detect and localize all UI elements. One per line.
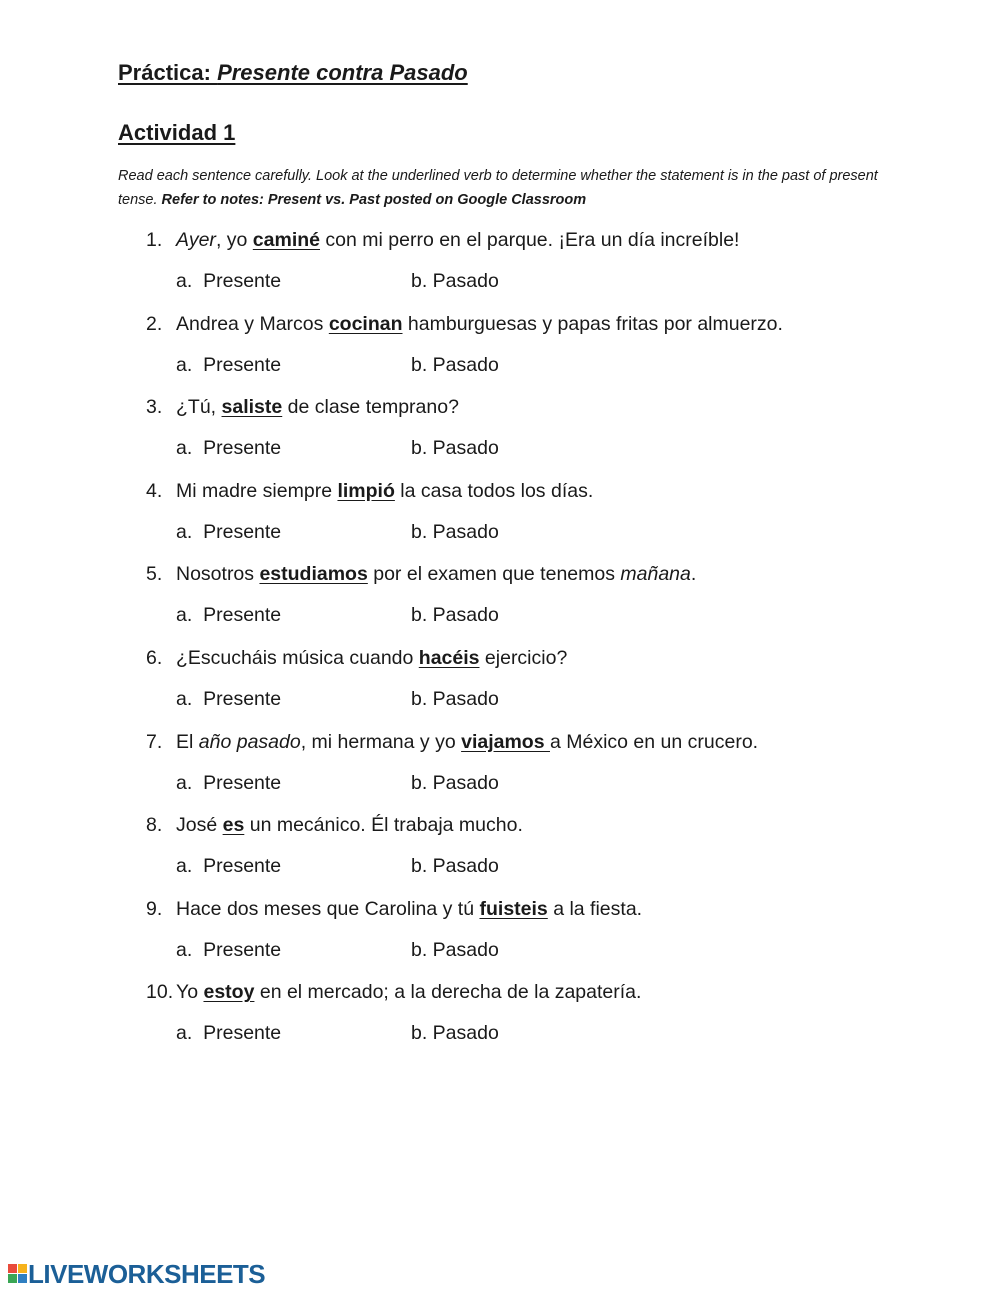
sentence-text: de clase temprano? <box>282 396 459 418</box>
sentence-text: Hace dos meses que Carolina y tú <box>176 898 480 920</box>
sentence-text: ¿Tú, <box>176 396 222 418</box>
question-number: 1. <box>146 229 163 251</box>
liveworksheets-logo <box>8 1258 265 1290</box>
question-number: 6. <box>146 647 163 669</box>
answer-options <box>176 267 499 295</box>
title-italic: Presente contra Pasado <box>217 60 468 85</box>
option-presente[interactable]: a. Presente <box>176 1022 282 1044</box>
italic-text: año pasado <box>198 731 301 753</box>
sentence-text: en el mercado; a la derecha de la zapatería. <box>254 981 642 1003</box>
question-item <box>146 978 641 1006</box>
sentence-text: Andrea y Marcos <box>176 313 329 335</box>
question-item <box>146 728 758 756</box>
underlined-verb: saliste <box>221 396 283 418</box>
answer-options <box>176 1019 499 1047</box>
underlined-verb: hacéis <box>418 647 480 669</box>
underlined-verb: estoy <box>203 981 255 1003</box>
answer-options <box>176 601 499 629</box>
answer-options <box>176 685 499 713</box>
instructions <box>118 164 878 212</box>
sentence-text: con mi perro en el parque. ¡Era un día increíble! <box>320 229 740 251</box>
underlined-verb: es <box>222 814 245 836</box>
sentence-text: por el examen que tenemos <box>367 563 621 585</box>
sentence-text: El <box>176 731 199 753</box>
question-item <box>146 226 739 254</box>
question-number: 2. <box>146 313 163 335</box>
sentence-text: José <box>176 814 223 836</box>
underlined-verb: fuisteis <box>479 898 548 920</box>
option-pasado[interactable]: b. Pasado <box>411 688 499 710</box>
sentence-text: Mi madre siempre <box>176 480 338 502</box>
underlined-verb: caminé <box>252 229 320 251</box>
option-presente[interactable]: a. Presente <box>176 688 282 710</box>
sentence-text: a México en un crucero. <box>549 731 759 753</box>
question-number: 3. <box>146 396 163 418</box>
option-presente[interactable]: a. Presente <box>176 604 282 626</box>
page-title <box>118 60 468 86</box>
answer-options <box>176 769 499 797</box>
answer-options <box>176 434 499 462</box>
sentence-text: a la fiesta. <box>547 898 643 920</box>
title-prefix: Práctica: <box>118 60 218 85</box>
option-presente[interactable]: a. Presente <box>176 437 282 459</box>
question-number: 5. <box>146 563 163 585</box>
question-item <box>146 393 459 421</box>
sentence-text: . <box>690 563 697 585</box>
italic-text: mañana <box>620 563 691 585</box>
activity-title: Actividad 1 <box>118 120 236 145</box>
option-pasado[interactable]: b. Pasado <box>411 354 499 376</box>
sentence-text: la casa todos los días. <box>394 480 594 502</box>
question-item <box>146 560 696 588</box>
sentence-text: ¿Escucháis música cuando <box>176 647 419 669</box>
option-presente[interactable]: a. Presente <box>176 270 282 292</box>
underlined-verb: cocinan <box>328 313 403 335</box>
question-number: 4. <box>146 480 163 502</box>
sentence-text: , mi hermana y yo <box>300 731 462 753</box>
instructions-note: Refer to notes: Present vs. Past posted on Google Classroom <box>161 192 587 208</box>
answer-options <box>176 936 499 964</box>
sentence-text: hamburguesas y papas fritas por almuerzo. <box>402 313 783 335</box>
answer-options <box>176 852 499 880</box>
sentence-text: Nosotros <box>176 563 260 585</box>
question-item <box>146 477 593 505</box>
option-pasado[interactable]: b. Pasado <box>411 270 499 292</box>
sentence-text: Yo <box>176 981 204 1003</box>
option-pasado[interactable]: b. Pasado <box>411 604 499 626</box>
option-pasado[interactable]: b. Pasado <box>411 855 499 877</box>
option-pasado[interactable]: b. Pasado <box>411 437 499 459</box>
question-number: 8. <box>146 814 163 836</box>
question-number: 9. <box>146 898 163 920</box>
option-presente[interactable]: a. Presente <box>176 354 282 376</box>
answer-options <box>176 518 499 546</box>
question-number: 10. <box>146 981 174 1003</box>
option-pasado[interactable]: b. Pasado <box>411 772 499 794</box>
option-pasado[interactable]: b. Pasado <box>411 1022 499 1044</box>
underlined-verb: estudiamos <box>259 563 368 585</box>
underlined-verb: viajamos <box>461 731 550 753</box>
question-item <box>146 811 523 839</box>
question-item <box>146 310 783 338</box>
question-number: 7. <box>146 731 163 753</box>
sentence-text: ejercicio? <box>479 647 568 669</box>
question-item <box>146 644 567 672</box>
option-pasado[interactable]: b. Pasado <box>411 521 499 543</box>
question-item <box>146 895 642 923</box>
option-presente[interactable]: a. Presente <box>176 772 282 794</box>
sentence-text: , yo <box>215 229 253 251</box>
option-presente[interactable]: a. Presente <box>176 521 282 543</box>
instructions-text: Read each sentence carefully. Look at the underlined verb to determine whether the statement is in the past of present tense. <box>118 168 878 208</box>
option-presente[interactable]: a. Presente <box>176 939 282 961</box>
liveworksheets-logo-text: LIVEWORKSHEETS <box>28 1258 266 1289</box>
sentence-text: un mecánico. Él trabaja mucho. <box>244 814 523 836</box>
option-pasado[interactable]: b. Pasado <box>411 939 499 961</box>
option-presente[interactable]: a. Presente <box>176 855 282 877</box>
liveworksheets-logo-icon <box>8 1262 28 1286</box>
italic-text: Ayer <box>176 229 216 251</box>
answer-options <box>176 351 499 379</box>
underlined-verb: limpió <box>337 480 395 502</box>
